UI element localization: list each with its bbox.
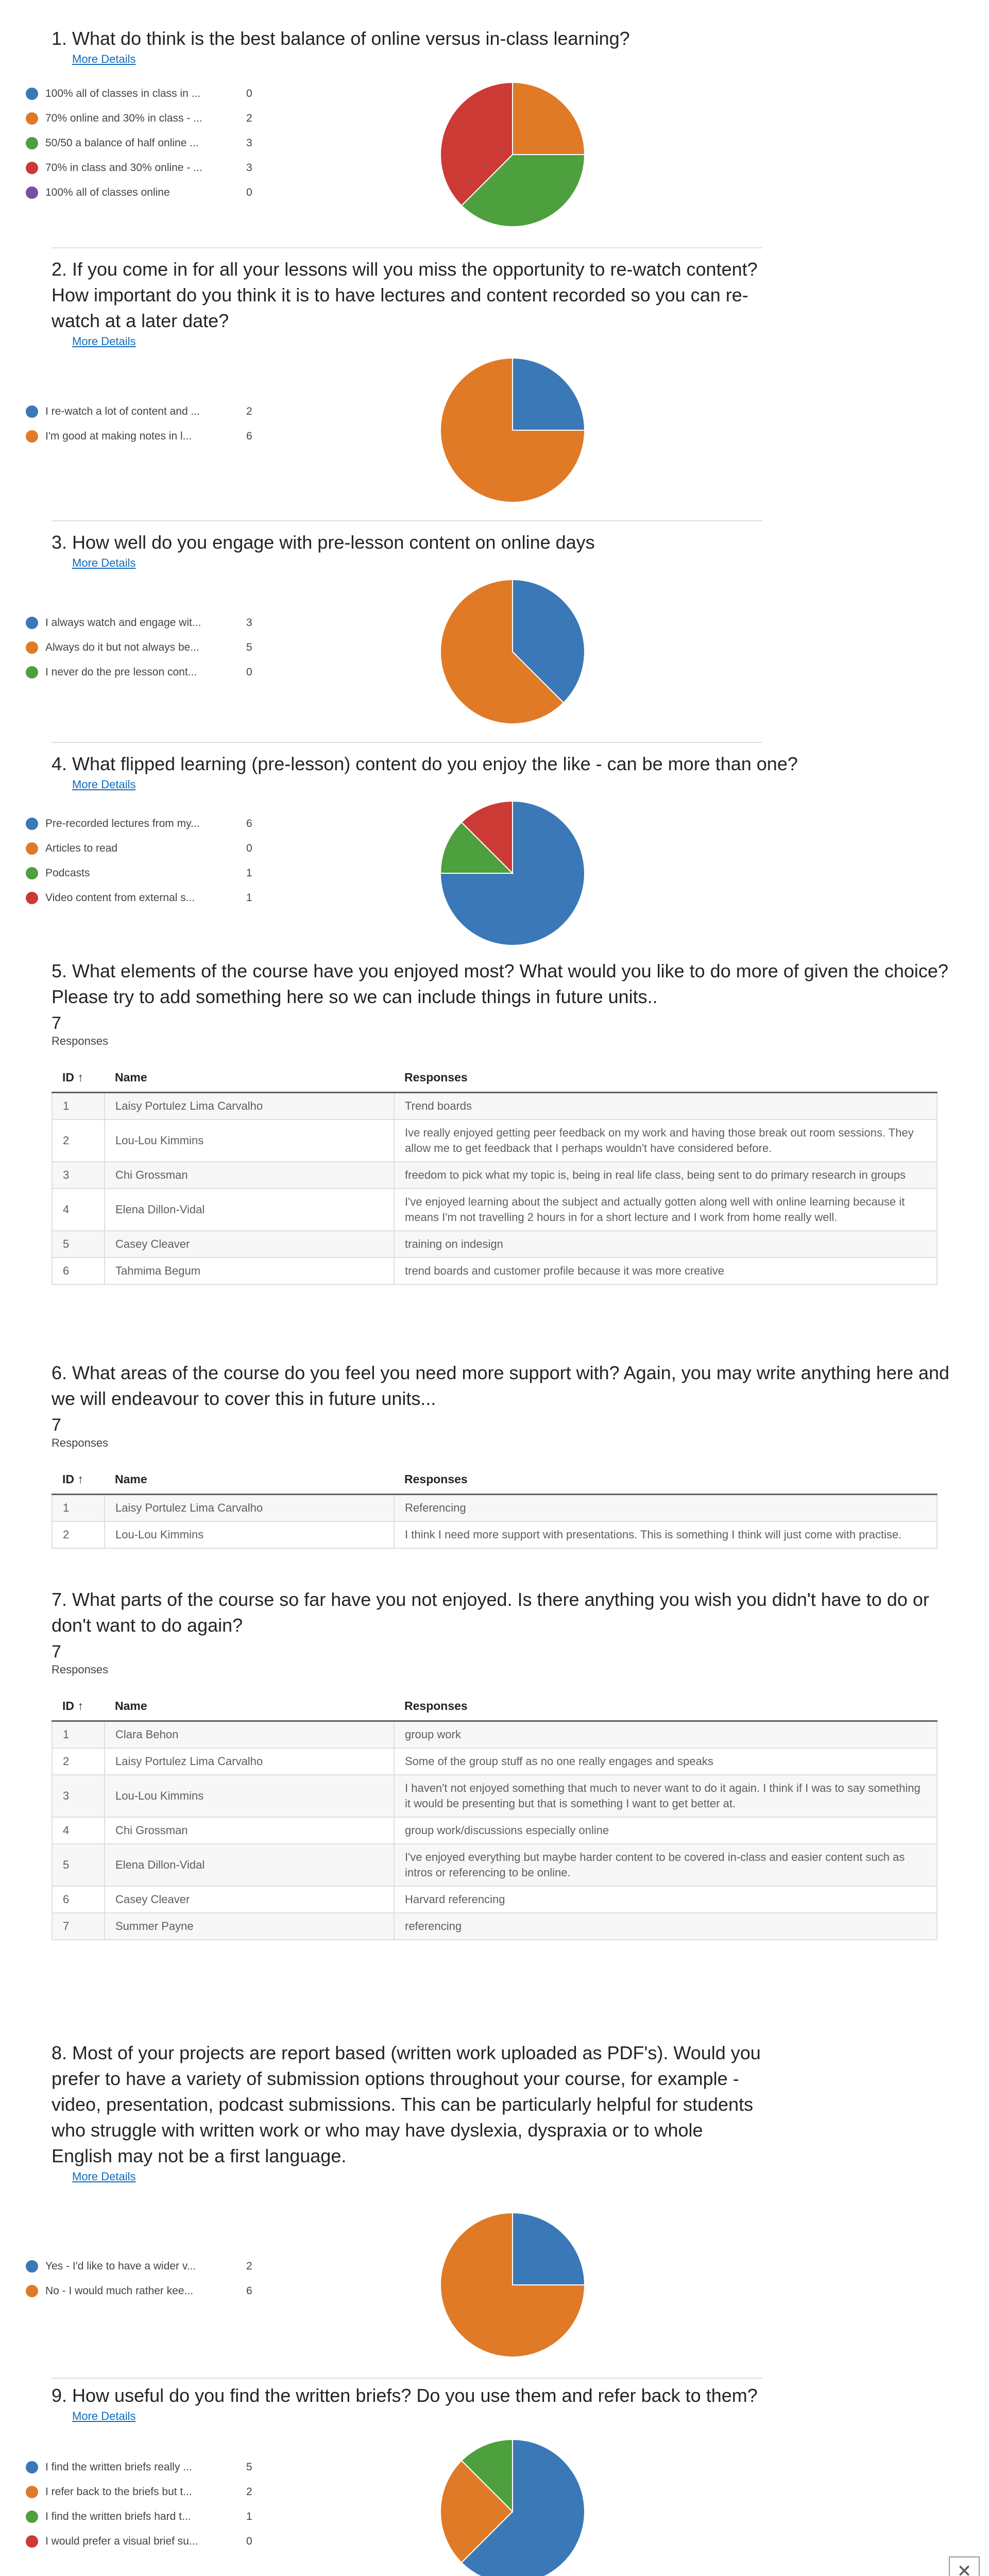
question-9	[52, 2383, 953, 2423]
legend-swatch	[26, 2486, 38, 2498]
responses-label: Responses	[52, 1436, 109, 1449]
legend-count: 0	[246, 187, 252, 198]
legend-label: I find the written briefs hard t...	[45, 2511, 191, 2522]
response-count: 7	[52, 1415, 61, 1435]
question-title: 1. What do think is the best balance of online versus in-class learning?	[52, 28, 630, 49]
legend-item	[26, 81, 267, 106]
question-7	[52, 1587, 953, 1940]
table-row[interactable]	[52, 1162, 937, 1189]
name-column-header[interactable]: Name	[105, 1692, 394, 1721]
legend-count: 0	[246, 2535, 252, 2547]
respondent-name: Chi Grossman	[105, 1817, 394, 1844]
legend-label: Video content from external s...	[45, 892, 195, 904]
respondent-name: Elena Dillon-Vidal	[105, 1844, 394, 1886]
id-column-header[interactable]: ID ↑	[52, 1063, 105, 1093]
legend-swatch	[26, 2511, 38, 2523]
legend-label: I re-watch a lot of content and ...	[45, 405, 200, 417]
legend-label: I always watch and engage wit...	[45, 617, 201, 629]
respondent-name: Laisy Portulez Lima Carvalho	[105, 1748, 394, 1775]
legend-label: Always do it but not always be...	[45, 641, 199, 653]
table-row[interactable]	[52, 1521, 937, 1548]
legend-item	[26, 180, 267, 205]
row-id: 4	[52, 1189, 105, 1231]
legend-count: 3	[246, 617, 252, 629]
legend-count: 1	[246, 867, 252, 879]
more-details-link[interactable]: More Details	[72, 2170, 136, 2183]
pie-slice[interactable]	[513, 2213, 585, 2285]
legend-label: I never do the pre lesson cont...	[45, 666, 197, 678]
responses-column-header[interactable]: Responses	[394, 1063, 937, 1093]
respondent-name: Laisy Portulez Lima Carvalho	[105, 1495, 394, 1522]
legend-count: 5	[246, 641, 252, 653]
legend-swatch	[26, 617, 38, 629]
table-row[interactable]	[52, 1886, 937, 1913]
question-5	[52, 958, 953, 1285]
legend-label: I would prefer a visual brief su...	[45, 2535, 198, 2547]
row-id: 5	[52, 1231, 105, 1258]
row-id: 6	[52, 1258, 105, 1284]
separator	[52, 2378, 762, 2379]
pie-chart	[438, 799, 587, 948]
response-text: I've enjoyed learning about the subject and actually gotten along well with online learning because it means I'm not travelling 2 hours in for a short lecture and I work from home really well.	[394, 1189, 937, 1231]
legend-count: 3	[246, 162, 252, 174]
legend-label: I find the written briefs really ...	[45, 2461, 192, 2473]
legend-label: Yes - I'd like to have a wider v...	[45, 2260, 196, 2272]
pie-legend	[26, 2254, 267, 2303]
legend-item	[26, 2455, 267, 2480]
id-column-header[interactable]: ID ↑	[52, 1692, 105, 1721]
pie-slice[interactable]	[513, 82, 585, 155]
responses-table	[52, 1692, 937, 1940]
question-8	[52, 2040, 953, 2183]
response-text: training on indesign	[394, 1231, 937, 1258]
legend-label: 50/50 a balance of half online ...	[45, 137, 199, 149]
legend-count: 2	[246, 2260, 252, 2272]
row-id: 1	[52, 1093, 105, 1120]
legend-swatch	[26, 112, 38, 125]
legend-label: Pre-recorded lectures from my...	[45, 818, 200, 829]
row-id: 1	[52, 1721, 105, 1749]
response-count: 7	[52, 1642, 61, 1662]
legend-item	[26, 611, 267, 635]
more-details-link[interactable]: More Details	[72, 335, 136, 348]
row-id: 1	[52, 1495, 105, 1522]
question-title: 6. What areas of the course do you feel you need more support with? Again, you may write anything here and we will endeavour to cover this in future units...	[52, 1362, 950, 1409]
legend-swatch	[26, 892, 38, 904]
legend-swatch	[26, 187, 38, 199]
legend-item	[26, 2529, 267, 2554]
legend-label: I'm good at making notes in l...	[45, 430, 192, 442]
question-6	[52, 1360, 953, 1549]
responses-column-header[interactable]: Responses	[394, 1465, 937, 1495]
legend-count: 2	[246, 2486, 252, 2498]
row-id: 4	[52, 1817, 105, 1844]
legend-item	[26, 836, 267, 861]
legend-item	[26, 811, 267, 836]
table-row[interactable]	[52, 1093, 937, 1120]
legend-swatch	[26, 88, 38, 100]
response-text: Some of the group stuff as no one really engages and speaks	[394, 1748, 937, 1775]
row-id: 2	[52, 1120, 105, 1162]
legend-count: 2	[246, 405, 252, 417]
respondent-name: Lou-Lou Kimmins	[105, 1521, 394, 1548]
row-id: 3	[52, 1162, 105, 1189]
legend-swatch	[26, 2285, 38, 2297]
pie-chart	[438, 2210, 587, 2360]
legend-label: No - I would much rather kee...	[45, 2285, 194, 2297]
response-text: Ive really enjoyed getting peer feedback on my work and having those break out room sessions. They allow me to get feedback that I perhaps wouldn't have considered before.	[394, 1120, 937, 1162]
legend-swatch	[26, 666, 38, 679]
responses-table	[52, 1465, 937, 1549]
legend-swatch	[26, 2535, 38, 2548]
legend-count: 6	[246, 430, 252, 442]
response-text: group work	[394, 1721, 937, 1749]
pie-legend	[26, 811, 267, 910]
legend-swatch	[26, 137, 38, 149]
legend-item	[26, 635, 267, 660]
row-id: 2	[52, 1521, 105, 1548]
pie-legend	[26, 399, 267, 449]
respondent-name: Clara Behon	[105, 1721, 394, 1749]
legend-swatch	[26, 842, 38, 855]
respondent-name: Laisy Portulez Lima Carvalho	[105, 1093, 394, 1120]
legend-swatch	[26, 2461, 38, 2473]
response-count: 7	[52, 1013, 61, 1033]
responses-column-header[interactable]: Responses	[394, 1692, 937, 1721]
separator	[52, 742, 762, 743]
legend-label: 100% all of classes online	[45, 187, 170, 198]
legend-swatch	[26, 430, 38, 443]
legend-item	[26, 2279, 267, 2303]
legend-count: 0	[246, 666, 252, 678]
pie-chart	[438, 80, 587, 229]
responses-table	[52, 1063, 937, 1285]
legend-item	[26, 2504, 267, 2529]
legend-count: 6	[246, 2285, 252, 2297]
row-id: 5	[52, 1844, 105, 1886]
response-text: freedom to pick what my topic is, being in real life class, being sent to do primary research in groups	[394, 1162, 937, 1189]
legend-count: 1	[246, 2511, 252, 2522]
more-details-link[interactable]: More Details	[72, 778, 136, 791]
legend-label: Articles to read	[45, 842, 118, 854]
pie-legend	[26, 81, 267, 205]
table-row[interactable]	[52, 1120, 937, 1162]
legend-item	[26, 660, 267, 685]
table-row[interactable]	[52, 1913, 937, 1940]
row-id: 2	[52, 1748, 105, 1775]
legend-swatch	[26, 405, 38, 418]
response-text: Trend boards	[394, 1093, 937, 1120]
legend-item	[26, 106, 267, 131]
pie-legend	[26, 611, 267, 685]
legend-item	[26, 886, 267, 910]
responses-label: Responses	[52, 1035, 109, 1047]
legend-count: 0	[246, 88, 252, 99]
response-text: referencing	[394, 1913, 937, 1940]
respondent-name: Elena Dillon-Vidal	[105, 1189, 394, 1231]
legend-swatch	[26, 162, 38, 174]
legend-swatch	[26, 818, 38, 830]
question-title: 2. If you come in for all your lessons will you miss the opportunity to re-watch content? How important do you think it is to have lectures and content recorded so you can re-watch at a later date?	[52, 259, 758, 331]
respondent-name: Chi Grossman	[105, 1162, 394, 1189]
row-id: 3	[52, 1775, 105, 1817]
response-text: trend boards and customer profile because it was more creative	[394, 1258, 937, 1284]
question-1	[52, 26, 953, 66]
legend-label: Podcasts	[45, 867, 90, 879]
legend-item	[26, 131, 267, 156]
separator	[52, 520, 762, 521]
pie-chart	[438, 577, 587, 726]
legend-swatch	[26, 867, 38, 879]
question-title: 5. What elements of the course have you enjoyed most? What would you like to do more of given the choice? Please try to add something here so we can include things in future units..	[52, 960, 948, 1007]
id-column-header[interactable]: ID ↑	[52, 1465, 105, 1495]
legend-item	[26, 2480, 267, 2504]
response-text: I've enjoyed everything but maybe harder content to be covered in-class and easier content such as intros or referencing to be online.	[394, 1844, 937, 1886]
response-text: Referencing	[394, 1495, 937, 1522]
legend-count: 3	[246, 137, 252, 149]
respondent-name: Lou-Lou Kimmins	[105, 1120, 394, 1162]
legend-count: 0	[246, 842, 252, 854]
respondent-name: Casey Cleaver	[105, 1886, 394, 1913]
pie-chart	[438, 355, 587, 505]
legend-swatch	[26, 641, 38, 654]
legend-count: 2	[246, 112, 252, 124]
question-title: 3. How well do you engage with pre-lesson content on online days	[52, 532, 595, 553]
table-row[interactable]	[52, 1231, 937, 1258]
row-id: 7	[52, 1913, 105, 1940]
table-row[interactable]	[52, 1258, 937, 1284]
table-row[interactable]	[52, 1775, 937, 1817]
legend-label: I refer back to the briefs but t...	[45, 2486, 192, 2498]
responses-label: Responses	[52, 1663, 109, 1676]
table-row[interactable]	[52, 1817, 937, 1844]
question-title: 7. What parts of the course so far have you not enjoyed. Is there anything you wish you didn't have to do or don't want to do again?	[52, 1589, 929, 1636]
respondent-name: Casey Cleaver	[105, 1231, 394, 1258]
more-details-link[interactable]: More Details	[72, 53, 136, 65]
legend-label: 100% all of classes in class in ...	[45, 88, 201, 99]
question-title: 4. What flipped learning (pre-lesson) content do you enjoy the like - can be more than one?	[52, 753, 798, 774]
legend-label: 70% in class and 30% online - ...	[45, 162, 202, 174]
question-3	[52, 530, 953, 570]
table-row[interactable]	[52, 1189, 937, 1231]
response-text: I think I need more support with presentations. This is something I think will just come with practise.	[394, 1521, 937, 1548]
respondent-name: Tahmima Begum	[105, 1258, 394, 1284]
question-title: 8. Most of your projects are report based (written work uploaded as PDF's). Would you prefer to have a variety of submission options throughout your course, for example - video, presentation, podcast submissions. This can be particularly helpful for students who struggle with written work or who may have dyslexia, dyspraxia or to whole English may not be a first language.	[52, 2042, 761, 2166]
legend-item	[26, 424, 267, 449]
response-text: I haven't not enjoyed something that much to never want to do it again. I think if I was to say something it would be presenting but that is something I want to get better at.	[394, 1775, 937, 1817]
respondent-name: Summer Payne	[105, 1913, 394, 1940]
respondent-name: Lou-Lou Kimmins	[105, 1775, 394, 1817]
legend-swatch	[26, 2260, 38, 2273]
legend-item	[26, 156, 267, 180]
legend-item	[26, 861, 267, 886]
table-row[interactable]	[52, 1844, 937, 1886]
row-id: 6	[52, 1886, 105, 1913]
question-2	[52, 257, 953, 348]
response-text: group work/discussions especially online	[394, 1817, 937, 1844]
more-details-link[interactable]: More Details	[72, 2410, 136, 2422]
question-4	[52, 751, 953, 791]
pie-legend	[26, 2455, 267, 2554]
question-title: 9. How useful do you find the written briefs? Do you use them and refer back to them?	[52, 2385, 758, 2406]
legend-count: 6	[246, 818, 252, 829]
close-icon[interactable]: ✕	[949, 2556, 980, 2576]
table-row[interactable]	[52, 1721, 937, 1749]
legend-label: 70% online and 30% in class - ...	[45, 112, 202, 124]
legend-count: 5	[246, 2461, 252, 2473]
legend-item	[26, 2254, 267, 2279]
table-row[interactable]	[52, 1495, 937, 1522]
pie-chart	[438, 2437, 587, 2576]
more-details-link[interactable]: More Details	[72, 556, 136, 569]
table-row[interactable]	[52, 1748, 937, 1775]
response-text: Harvard referencing	[394, 1886, 937, 1913]
legend-count: 1	[246, 892, 252, 904]
legend-item	[26, 399, 267, 424]
pie-slice[interactable]	[513, 358, 585, 430]
separator	[52, 247, 762, 248]
name-column-header[interactable]: Name	[105, 1465, 394, 1495]
name-column-header[interactable]: Name	[105, 1063, 394, 1093]
